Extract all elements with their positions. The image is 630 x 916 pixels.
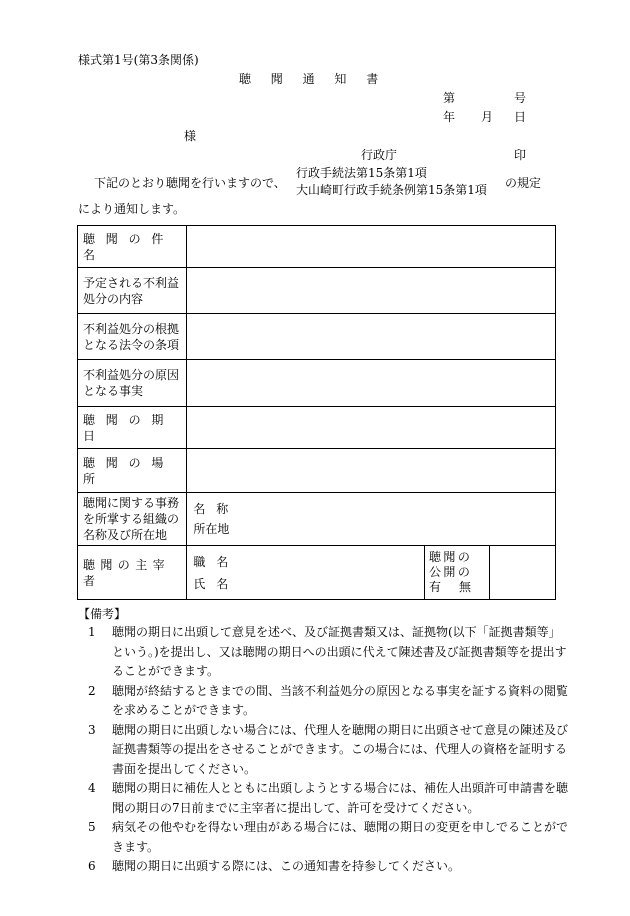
value-disposition[interactable]: [187, 268, 556, 314]
intro-law-1: 行政手続法第15条第1項: [296, 166, 427, 180]
notes-list: [78, 623, 569, 877]
presider-title-label: 職名: [193, 554, 240, 569]
hearing-info-table: [77, 225, 556, 600]
addressee-suffix: 様: [184, 129, 197, 143]
label-cause-facts: 不利益処分の原因 となる事実: [78, 360, 187, 407]
list-item: [78, 818, 569, 857]
label-disposition: 予定される不利益 処分の内容: [78, 268, 187, 314]
note-text: 聴聞の期日に補佐人とともに出頭しようとする場合には、補佐人出頭許可申請書を聴: [112, 781, 569, 795]
intro-line-2: により通知します。: [78, 202, 186, 216]
note-number: 4: [88, 781, 96, 795]
issuer-agency: 行政庁: [361, 148, 398, 162]
note-text: 聞の期日の7日前までに主宰者に提出して、許可を受けてください。: [112, 800, 480, 815]
value-hearing-date[interactable]: [187, 407, 556, 449]
note-text: 聴聞の期日に出頭して意見を述べ、及び証拠書類又は、証拠物(以下「証拠書類等」: [112, 625, 561, 639]
note-text: きます。: [112, 839, 160, 854]
notes-section: [78, 605, 569, 877]
list-item: [78, 682, 569, 721]
page-title: 聴聞通知書: [239, 72, 399, 86]
label-presider: 聴聞の主宰者: [78, 546, 187, 600]
table-row: [78, 226, 556, 268]
note-number: 5: [88, 820, 96, 834]
note-text: を求めることができます。: [112, 703, 256, 717]
notes-header: 【備考】: [78, 607, 127, 621]
value-cause-facts[interactable]: [187, 360, 556, 407]
list-item: [78, 857, 558, 877]
table-row: [78, 314, 556, 360]
date-month: 月: [481, 110, 494, 124]
org-address-label: 所在地: [193, 522, 230, 536]
note-text: 証拠書類等の提出をさせることができます。この場合には、代理人の資格を証明する: [112, 742, 568, 756]
intro-law-2: 大山崎町行政手続条例第15条第1項: [296, 183, 487, 197]
value-legal-basis[interactable]: [187, 314, 556, 360]
org-name-label: 名称: [193, 502, 240, 516]
value-public-hearing[interactable]: [490, 546, 556, 600]
list-item: [78, 721, 569, 780]
date-day: 日: [514, 110, 527, 124]
presider-name-label: 氏名: [193, 576, 240, 591]
note-text: 書面を提出してください。: [112, 761, 257, 776]
table-row: [78, 449, 556, 493]
label-hearing-date: 聴聞の期日: [78, 407, 187, 449]
form-number: 様式第1号(第3条関係): [78, 53, 199, 67]
table-row: [78, 493, 556, 546]
label-case-name: 聴聞の件名: [78, 226, 187, 268]
table-row: [78, 268, 556, 314]
number-go: 号: [514, 91, 527, 105]
value-case-name[interactable]: [187, 226, 556, 268]
note-text: 聴聞の期日に出頭する際には、この通知書を持参してください。: [112, 859, 461, 873]
value-presider[interactable]: [187, 546, 425, 600]
list-item: [78, 779, 569, 818]
table-row: [78, 546, 556, 600]
note-text: 病気その他やむを得ない理由がある場合には、聴聞の期日の変更を申しでることがで: [112, 820, 569, 834]
intro-suffix: の規定: [505, 176, 542, 190]
value-organization[interactable]: [187, 493, 556, 546]
note-number: 1: [88, 625, 96, 639]
note-number: 6: [88, 859, 96, 873]
note-text: 聴聞が終結するときまでの間、当該不利益処分の原因となる事実を証する資料の閲覧: [112, 683, 569, 698]
value-hearing-place[interactable]: [187, 449, 556, 493]
intro-prefix: 下記のとおり聴聞を行いますので、: [94, 176, 286, 190]
label-legal-basis: 不利益処分の根拠 となる法令の条項: [78, 314, 187, 360]
label-hearing-place: 聴聞の場所: [78, 449, 187, 493]
table-row: [78, 407, 556, 449]
note-number: 2: [88, 683, 96, 698]
note-number: 3: [88, 722, 96, 737]
note-text: 聴聞の期日に出頭しない場合には、代理人を聴聞の期日に出頭させて意見の陳述及び: [112, 722, 569, 737]
note-text: という。)を提出し、又は聴聞の期日への出頭に代えて陳述書及び証拠書類等を提出す: [112, 644, 567, 659]
number-dai: 第: [443, 91, 456, 105]
date-year: 年: [443, 110, 456, 124]
label-organization: 聴聞に関する事務 を所掌する組織の 名称及び所在地: [78, 493, 187, 546]
seal-mark: 印: [514, 148, 527, 162]
label-public-hearing: 聴聞の 公開の 有無: [425, 546, 490, 600]
list-item: [78, 623, 567, 682]
note-text: ることができます。: [112, 664, 220, 678]
table-row: [78, 360, 556, 407]
